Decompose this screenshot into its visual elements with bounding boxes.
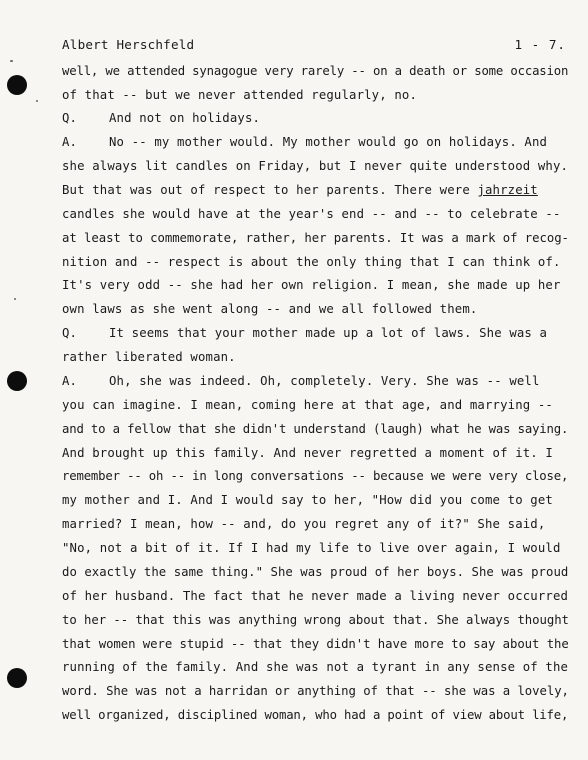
punch-hole — [7, 75, 27, 95]
punch-hole — [7, 371, 27, 391]
text-line: do exactly the same thing." She was proud of her boys. She was proud — [62, 565, 569, 579]
text-line: running of the family. And she was not a tyrant in any sense of the — [62, 660, 569, 674]
scan-speck — [14, 298, 16, 300]
text-line: But that was out of respect to her parents. There were jahrzeit — [62, 183, 538, 197]
text-line: well, we attended synagogue very rarely -- on a death or some occasion — [62, 64, 569, 78]
text-line: to her -- that this was anything wrong about that. She always thought — [62, 613, 569, 627]
text-line: nition and -- respect is about the only thing that I can think of. — [62, 255, 561, 269]
text-line: word. She was not a harridan or anything of that -- she was a lovely, — [62, 684, 569, 698]
text-line: own laws as she went along -- and we all followed them. — [62, 302, 478, 316]
punch-hole — [7, 668, 27, 688]
text-line: she always lit candles on Friday, but I never quite understood why. — [62, 159, 569, 173]
text-line: And brought up this family. And never regretted a moment of it. I — [62, 446, 553, 460]
speaker-label: Q. — [62, 326, 78, 340]
text-line: my mother and I. And I would say to her, "How did you come to get — [62, 493, 553, 507]
answer-line: A. Oh, she was indeed. Oh, completely. Very. She was -- well — [62, 374, 540, 388]
text-line: well organized, disciplined woman, who had a point of view about life, — [62, 708, 569, 722]
text-line: It's very odd -- she had her own religion. I mean, she made up her — [62, 278, 561, 292]
underlined-term: jahrzeit — [477, 183, 538, 197]
scan-speck — [10, 60, 13, 62]
question-line: Q. And not on holidays. — [62, 111, 261, 125]
text-line: candles she would have at the year's end -- and -- to celebrate -- — [62, 207, 561, 221]
text-line: of her husband. The fact that he never made a living never occurred — [62, 589, 569, 603]
text-line: that women were stupid -- that they didn't have more to say about the — [62, 637, 569, 651]
text-line: and to a fellow that she didn't understand (laugh) what he was saying. — [62, 422, 569, 436]
speaker-label: Q. — [62, 111, 78, 125]
text-line: married? I mean, how -- and, do you regret any of it?" She said, — [62, 517, 546, 531]
speaker-label: A. — [62, 135, 78, 149]
scan-speck — [36, 100, 38, 102]
interviewee-name: Albert Herschfeld — [62, 37, 195, 52]
text-line: remember -- oh -- in long conversations -- because we were very close, — [62, 469, 569, 483]
speaker-label: A. — [62, 374, 78, 388]
page-number: 1 - 7. — [514, 37, 566, 52]
text-line: at least to commemorate, rather, her parents. It was a mark of recog- — [62, 231, 569, 245]
text-line: of that -- but we never attended regularly, no. — [62, 88, 418, 102]
text-line: rather liberated woman. — [62, 350, 236, 364]
answer-line: A. No -- my mother would. My mother would go on holidays. And — [62, 135, 548, 149]
question-line: Q. It seems that your mother made up a lot of laws. She was a — [62, 326, 548, 340]
text-line: you can imagine. I mean, coming here at that age, and marrying -- — [62, 398, 553, 412]
text-line: "No, not a bit of it. If I had my life to live over again, I would — [62, 541, 561, 555]
